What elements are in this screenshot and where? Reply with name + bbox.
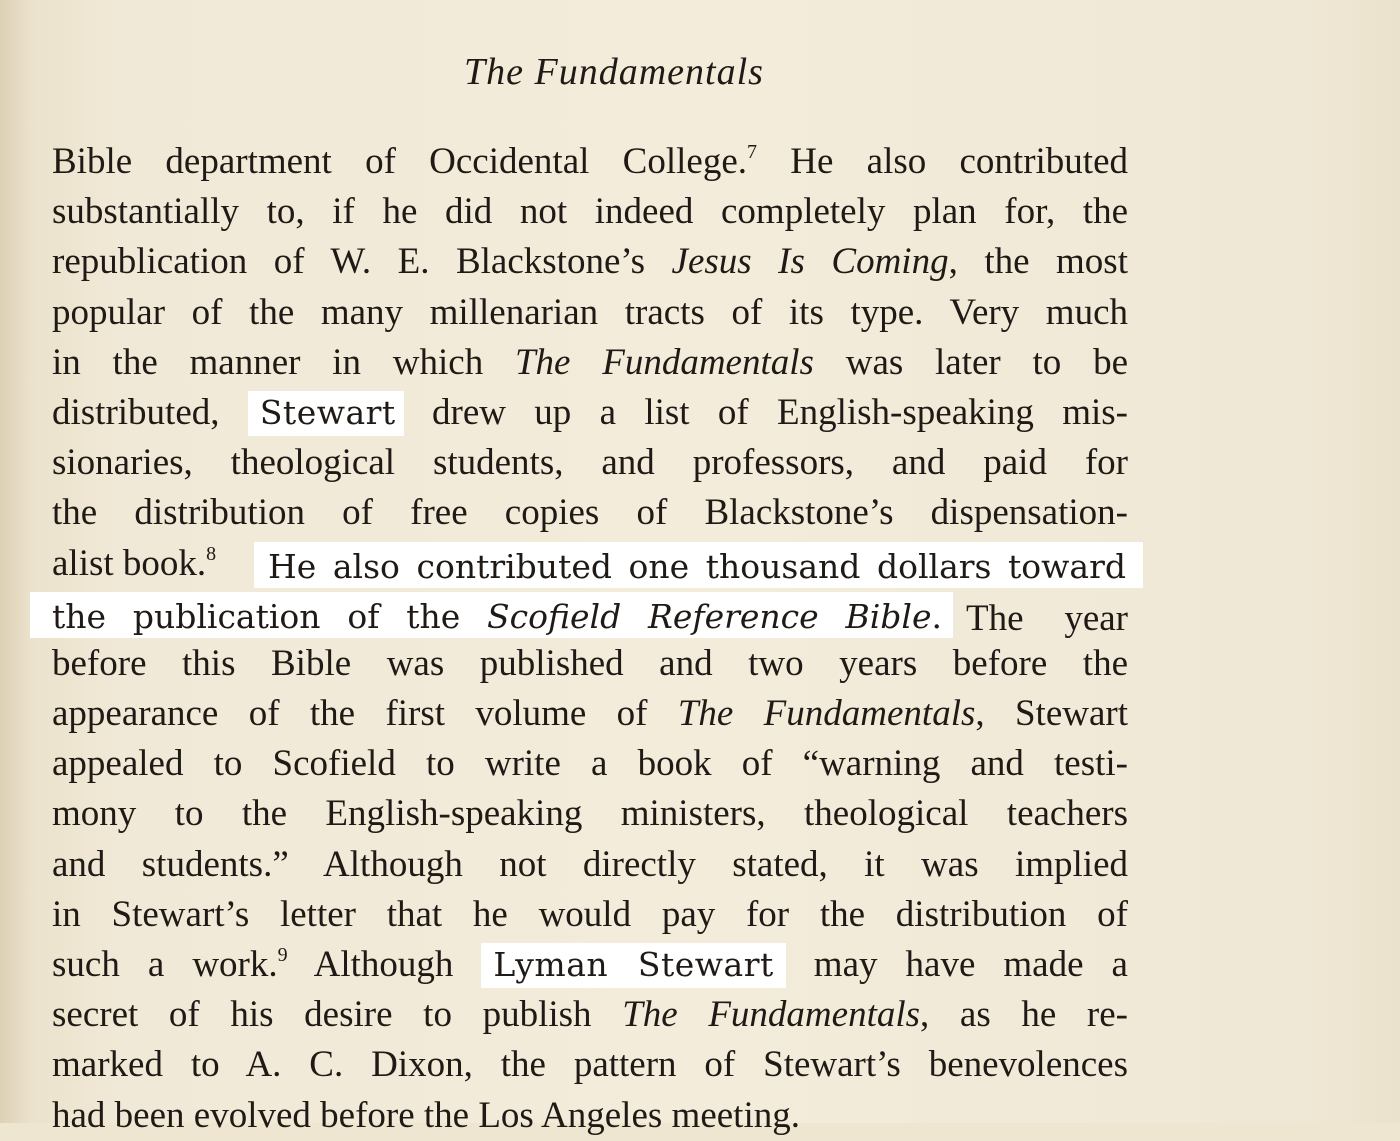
text-line-1: Bible department of Occidental College.$^7$ He also contributed [52,141,1128,182]
inserted-name-patch: Lyman Stewart [481,943,785,988]
text-line-7: sionaries, theological students, and professors, and paid for [52,442,1128,484]
footnote-marker: 9 [277,944,288,966]
inserted-sentence-line-1: He also contributed one thousand dollars toward [268,547,1126,586]
inserted-sentence-line-2: the publication of the Scofield Reference Bible. [52,597,942,636]
text-line-20: had been evolved before the Los Angeles meeting. [52,1094,800,1136]
text-line-4: popular of the many millenarian tracts of its type. Very much [52,291,1128,333]
text-line-12: appearance of the first volume of The Fundamentals, Stewart [52,693,1128,735]
inserted-name-patch: Stewart [248,391,404,436]
text-line-5: in the manner in which The Fundamentals was later to be [52,341,1128,383]
text-line-18: secret of his desire to publish The Fundamentals, as he re- [52,994,1129,1036]
text-line-2: substantially to, if he did not indeed completely plan for, the [52,191,1128,233]
text-line-19: marked to A. C. Dixon, the pattern of Stewart’s benevolences [52,1044,1128,1086]
text-line-9: alist book.$^8$ [52,542,217,584]
footnote-marker: 8 [206,542,217,565]
text-line-11: before this Bible was published and two years before the [52,642,1128,684]
text-line-16: in Stewart’s letter that he would pay for the distribution of [52,893,1128,935]
text-line-3: republication of W. E. Blackstone’s Jesus Is Coming, the most [52,241,1128,283]
footnote-marker: 7 [747,141,757,163]
text-line-14: mony to the English-speaking ministers, theological teachers [52,793,1128,835]
book-title: Scofield Reference Bible [487,597,932,636]
text-line-15: and students.” Although not directly stated, it was implied [52,843,1128,885]
text-line-8: the distribution of free copies of Blackstone’s dispensation- [52,492,1128,534]
running-head: The Fundamentals [464,51,764,93]
text-line-6: distributed, Stewart drew up a list of English-speaking mis- [52,388,1128,438]
text-line-13: appealed to Scofield to write a book of “warning and testi- [52,743,1128,785]
line-tail-text: The year [966,598,1128,639]
text-line-17: such a work.$^9$ Although Lyman Stewart may have made a [52,940,1128,990]
